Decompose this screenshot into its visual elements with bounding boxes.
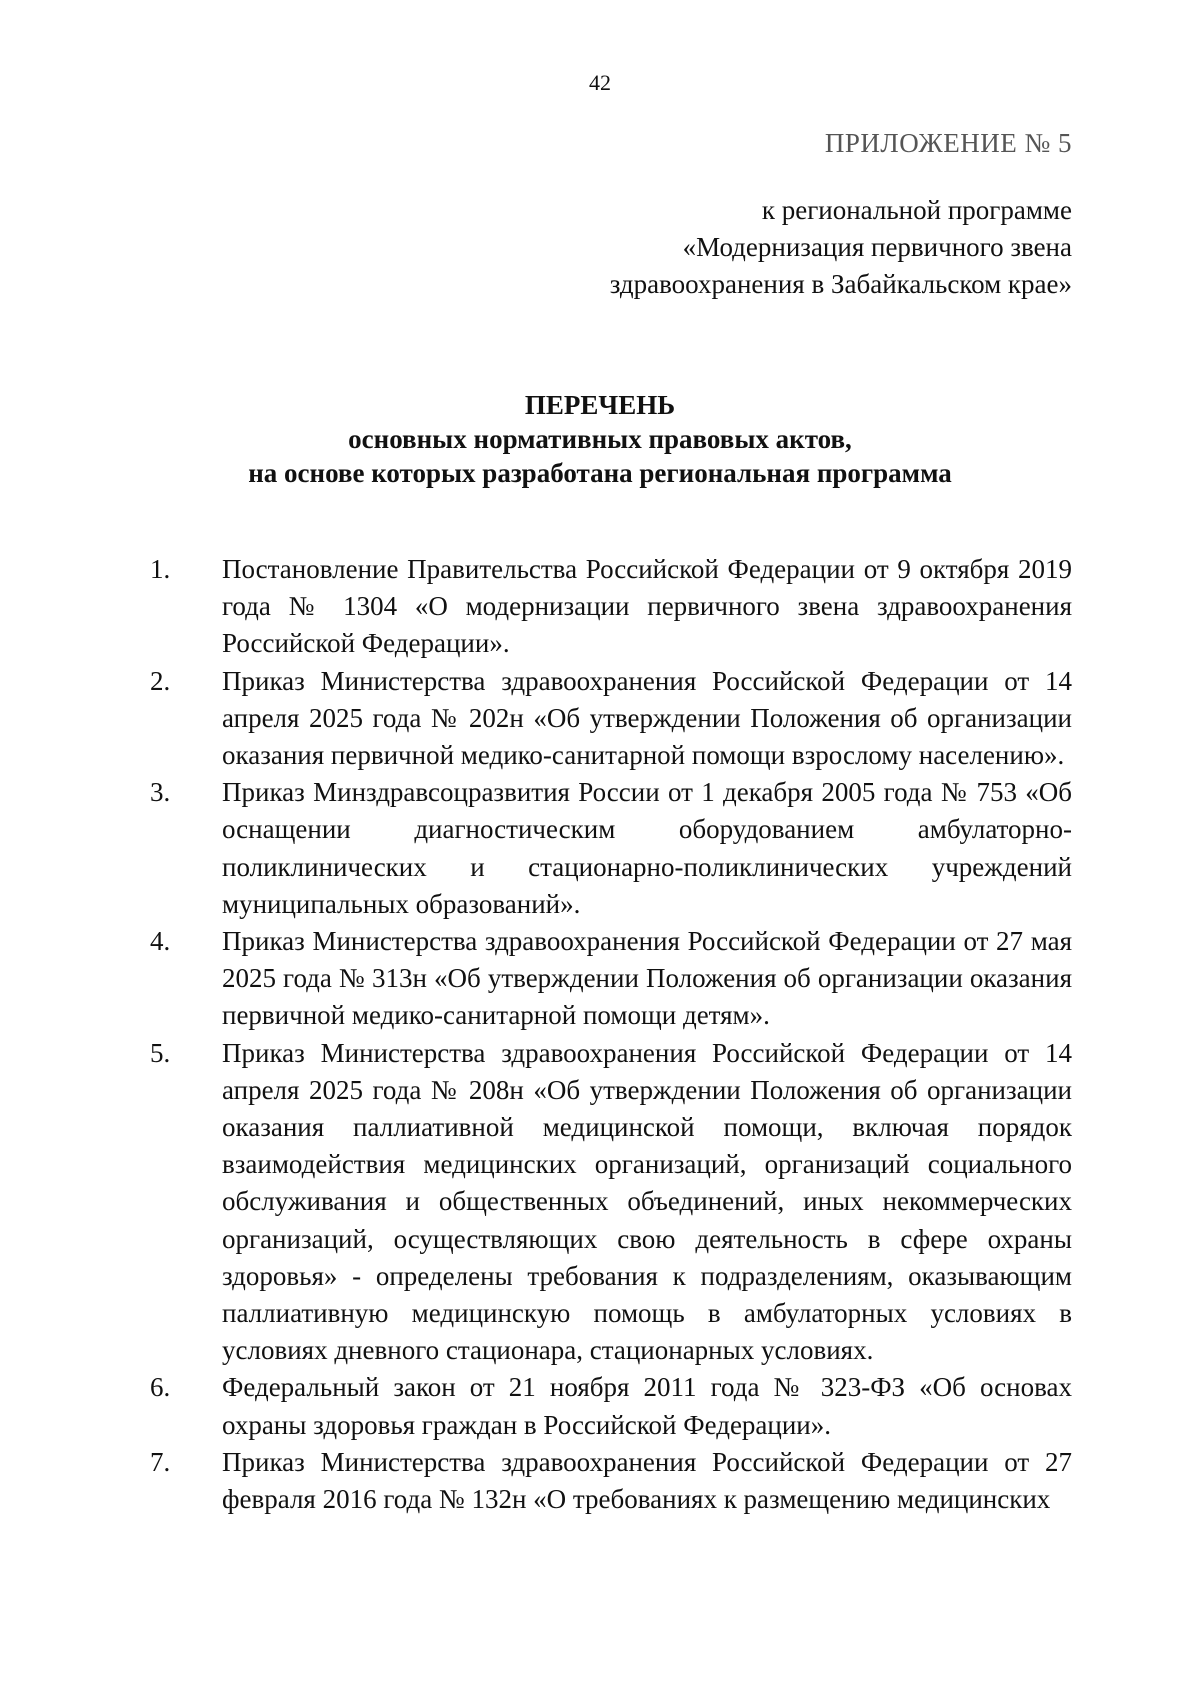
list-item-number: 1. <box>150 554 171 584</box>
appendix-reference <box>610 192 1072 303</box>
list-item-number: 7. <box>150 1446 171 1477</box>
list-item-number: 2. <box>150 665 171 696</box>
title-line: ПЕРЕЧЕНЬ <box>524 390 676 420</box>
list-item-text: Приказ Министерства здравоохранения Российской Федерации от 27 мая 2025 года № 313н «Об утверждении Положения об организации оказания первичной медико-санитарной помощи детям». <box>222 926 1072 1031</box>
page-number: 42 <box>589 70 611 95</box>
list-item-text: Федеральный закон от 21 ноября 2011 года № 323-ФЗ «Об основах охраны здоровья граждан в Российской Федерации». <box>222 1372 1072 1440</box>
appendix-ref-line: здравоохранения в Забайкальском крае» <box>609 269 1072 299</box>
appendix-ref-line: «Модернизация первичного звена <box>682 232 1072 262</box>
list-item-text: Приказ Министерства здравоохранения Российской Федерации от 27 февраля 2016 года № 132н «О требованиях к размещению медицинских <box>222 1446 1072 1515</box>
list-item-number: 3. <box>150 777 171 808</box>
list-item-text: Постановление Правительства Российской Федерации от 9 октября 2019 года № 1304 «О модернизации первичного звена здравоохранения Российской Федерации». <box>222 554 1072 659</box>
list-item-act-1 <box>150 551 1072 663</box>
list-item-act-2 <box>150 663 1072 775</box>
list-item-act-5 <box>150 1035 1072 1370</box>
list-item-act-4 <box>150 923 1072 1035</box>
title-line: на основе которых разработана региональная программа <box>248 458 952 488</box>
list-item-act-3 <box>150 774 1072 923</box>
appendix-ref-line: к региональной программе <box>761 195 1072 225</box>
title-line: основных нормативных правовых актов, <box>348 424 852 454</box>
document-title <box>0 388 1200 490</box>
list-item-act-7 <box>150 1444 1072 1518</box>
appendix-label: ПРИЛОЖЕНИЕ № 5 <box>824 128 1072 158</box>
list-item-act-6 <box>150 1369 1072 1443</box>
list-item-number: 6. <box>150 1372 171 1403</box>
list-item-text: Приказ Министерства здравоохранения Российской Федерации от 14 апреля 2025 года № 208н «Об утверждении Положения об организации оказания паллиативной медицинской помощи, включая порядок взаимодействия медицинских организаций, организаций социального обслуживания и общественных объединений, иных некоммерческих организаций, осуществляющих свою деятельность в сфере охраны здоровья» - определены требования к подразделениям, оказывающим паллиативную медицинскую помощь в амбулаторных условиях в условиях дневного стационара, стационарных условиях. <box>222 1037 1072 1366</box>
list-item-text: Приказ Министерства здравоохранения Российской Федерации от 14 апреля 2025 года № 202н «Об утверждении Положения об организации оказания первичной медико-санитарной помощи взрослому населению». <box>222 665 1072 771</box>
list-item-number: 4. <box>150 926 171 957</box>
list-item-text: Приказ Минздравсоцразвития России от 1 декабря 2005 года № 753 «Об оснащении диагностическим оборудованием амбулаторно-поликлинических и стационарно-поликлинических учреждений муниципальных образований». <box>222 777 1072 919</box>
acts-list <box>150 551 1072 1518</box>
list-item-number: 5. <box>150 1037 171 1068</box>
